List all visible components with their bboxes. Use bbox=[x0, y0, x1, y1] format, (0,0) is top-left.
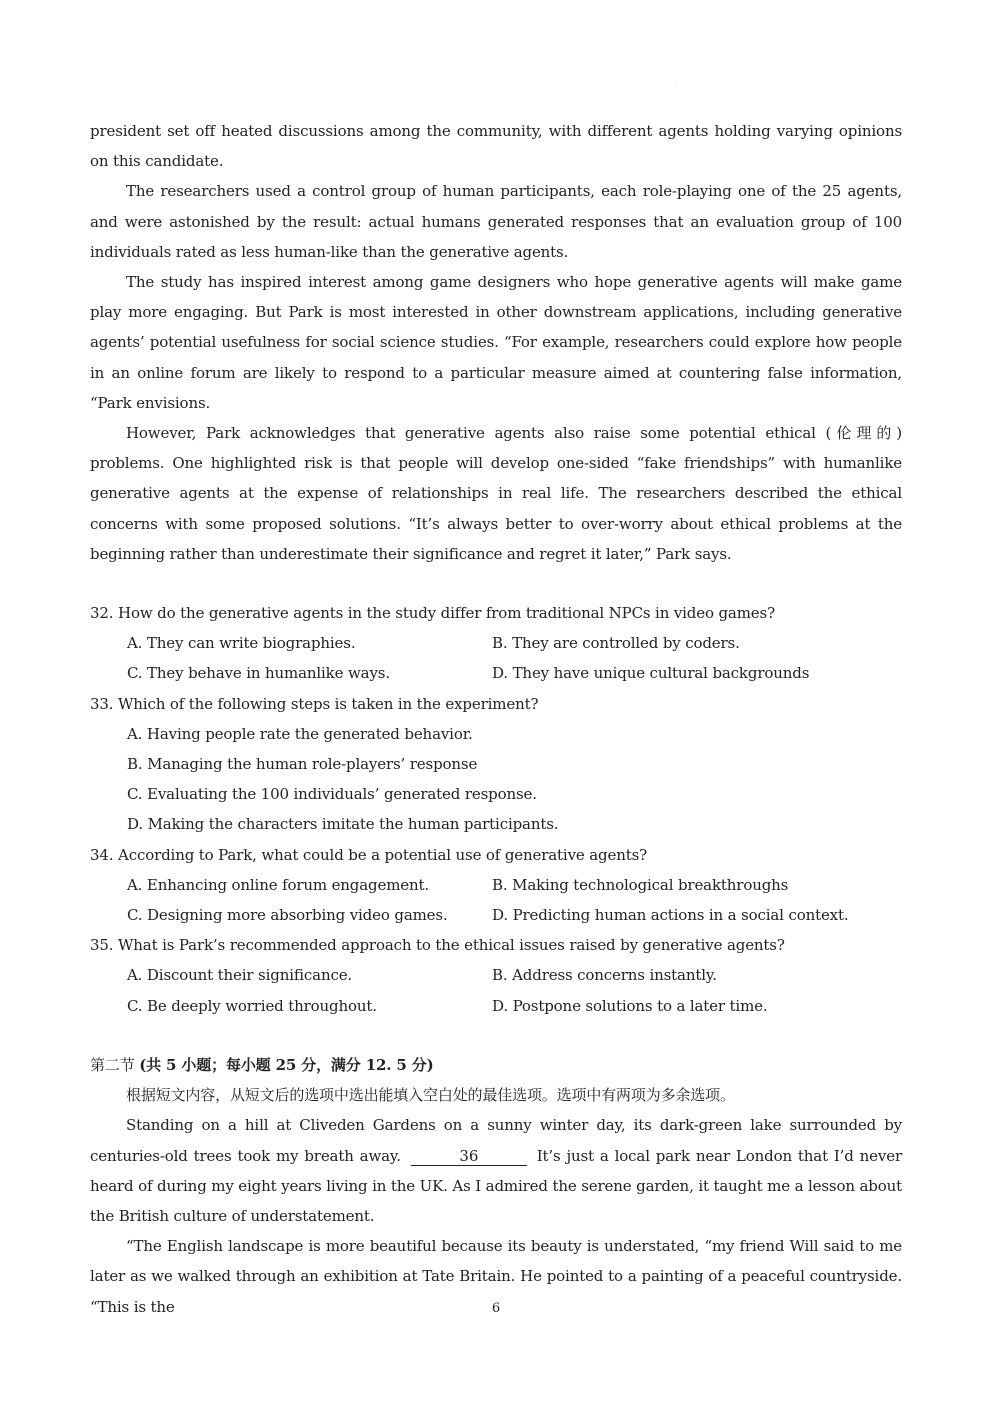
section-heading-prefix: 第二节 bbox=[90, 1055, 135, 1074]
option-row bbox=[90, 628, 902, 658]
option-b: B. Making technological breakthroughs bbox=[492, 875, 789, 894]
option-a: A. Discount their significance. bbox=[127, 966, 353, 985]
option-d: D. Postpone solutions to a later time. bbox=[492, 996, 768, 1015]
section-instruction: 根据短文内容，从短文后的选项中选出能填入空白处的最佳选项。选项中有两项为多余选项。 bbox=[126, 1086, 735, 1105]
option-row bbox=[90, 900, 902, 930]
option-d: D. Predicting human actions in a social context. bbox=[492, 906, 849, 925]
section-heading bbox=[90, 1050, 902, 1080]
passage-paragraph-2: The researchers used a control group of human participants, each role-playing one of the 25 agents, and were astonished by the result: actual humans generated responses that an evaluation group of 100 individuals rated as less human-like than the generative agents. bbox=[90, 182, 902, 261]
option-a: A. They can write biographies. bbox=[127, 634, 356, 653]
cloze-paragraph-2: “The English landscape is more beautiful because its beauty is understated, “my friend Will said to me later as we walked through an exhibition at Tate Britain. He pointed to a painting of a peaceful countryside. “This is the bbox=[90, 1237, 902, 1316]
option-c: C. Evaluating the 100 individuals’ generated response. bbox=[127, 785, 537, 804]
option-b: B. Address concerns instantly. bbox=[492, 966, 717, 985]
question-stem: 35. What is Park’s recommended approach to the ethical issues raised by generative agents? bbox=[90, 936, 785, 955]
option-b: B. They are controlled by coders. bbox=[492, 634, 740, 653]
option-c: C. Designing more absorbing video games. bbox=[127, 906, 448, 925]
option-row bbox=[90, 870, 902, 900]
page-content bbox=[90, 116, 902, 1322]
option-d: D. They have unique cultural backgrounds bbox=[492, 664, 810, 683]
option-row bbox=[90, 960, 902, 990]
option-d: D. Making the characters imitate the human participants. bbox=[127, 815, 559, 834]
option-a: A. Enhancing online forum engagement. bbox=[127, 875, 430, 894]
page-number: 6 bbox=[491, 1301, 501, 1316]
option-row bbox=[90, 658, 902, 688]
section-heading-detail: (共 5 小题；每小题 25 分，满分 12. 5 分) bbox=[139, 1055, 434, 1074]
question-stem: 32. How do the generative agents in the study differ from traditional NPCs in video games? bbox=[90, 604, 775, 623]
question-32 bbox=[90, 598, 902, 689]
scan-mark: . bbox=[676, 80, 678, 87]
option-b: B. Managing the human role-players’ response bbox=[127, 755, 478, 774]
passage-paragraph-4: However, Park acknowledges that generative agents also raise some potential ethical (伦理的) problems. One highlighted risk is that people will develop one-sided “fake friendships” with humanlike generative agents at the expense of relationships in real life. The researchers described the ethical concerns with some proposed solutions. “It’s always better to over-worry about ethical problems at the beginning rather than underestimate their significance and regret it later,” Park says. bbox=[90, 424, 902, 563]
passage-paragraph-1: president set off heated discussions among the community, with different agents holding varying opinions on this candidate. bbox=[90, 122, 902, 171]
question-34 bbox=[90, 840, 902, 931]
option-c: C. They behave in humanlike ways. bbox=[127, 664, 390, 683]
option-a: A. Having people rate the generated behavior. bbox=[127, 724, 473, 743]
question-35 bbox=[90, 930, 902, 1021]
option-c: C. Be deeply worried throughout. bbox=[127, 996, 377, 1015]
blank-36: 36 bbox=[411, 1147, 527, 1166]
question-stem: 33. Which of the following steps is taken in the experiment? bbox=[90, 694, 539, 713]
question-stem: 34. According to Park, what could be a potential use of generative agents? bbox=[90, 845, 648, 864]
cloze-text-after: It’s just a local park near London that I’d never heard of during my eight years living in the UK. As I admired the serene garden, it taught me a lesson about the British culture of understatement. bbox=[90, 1146, 902, 1225]
cloze-paragraph-1 bbox=[90, 1110, 902, 1231]
option-row bbox=[90, 991, 902, 1021]
question-33 bbox=[90, 689, 902, 840]
cloze-text-before: Standing on a hill at Cliveden Gardens on a sunny winter day, its dark-green lake surrounded by centuries-old trees took my breath away. bbox=[90, 1116, 902, 1165]
passage-paragraph-3: The study has inspired interest among game designers who hope generative agents will make game play more engaging. But Park is most interested in other downstream applications, including generative agents’ potential usefulness for social science studies. “For example, researchers could explore how people in an online forum are likely to respond to a particular measure aimed at countering false information, “Park envisions. bbox=[90, 273, 902, 412]
